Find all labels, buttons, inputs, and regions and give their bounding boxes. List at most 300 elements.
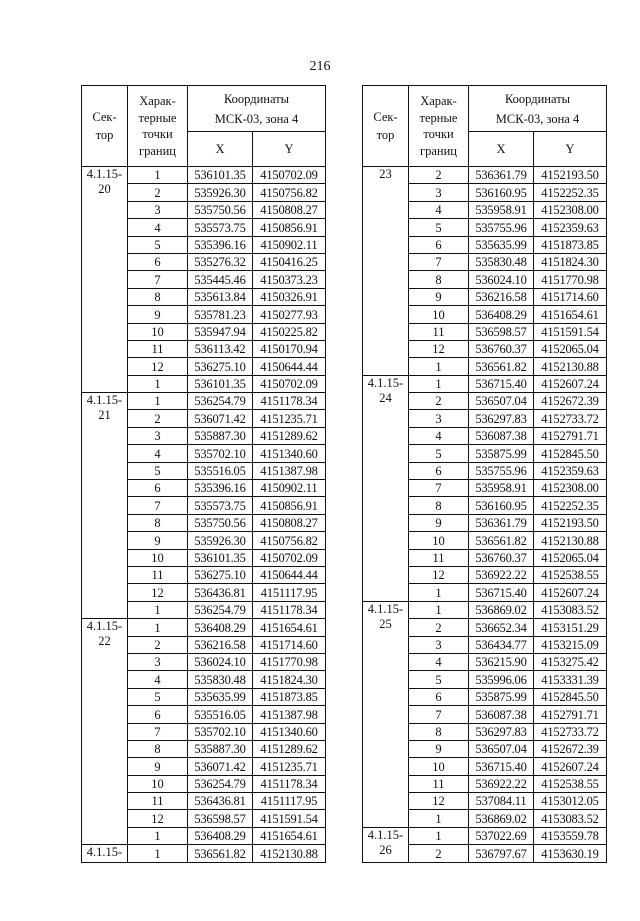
sector-cell [82, 167, 128, 393]
point-cell: 9 [409, 514, 469, 531]
y-cell: 4153083.52 [534, 810, 607, 827]
point-cell: 10 [128, 549, 188, 566]
y-cell: 4152672.39 [534, 740, 607, 757]
x-cell: 535875.99 [469, 445, 534, 462]
y-cell: 4151824.30 [253, 671, 326, 688]
y-cell: 4153151.29 [534, 619, 607, 636]
y-cell: 4153083.52 [534, 601, 607, 618]
point-cell: 1 [128, 167, 188, 184]
point-cell: 6 [409, 688, 469, 705]
y-cell: 4152607.24 [534, 758, 607, 775]
y-cell: 4150277.93 [253, 306, 326, 323]
y-cell: 4150702.09 [253, 549, 326, 566]
point-cell: 2 [409, 619, 469, 636]
point-cell: 2 [409, 167, 469, 184]
y-cell: 4150373.23 [253, 271, 326, 288]
y-cell: 4150902.11 [253, 480, 326, 497]
x-cell: 536254.79 [188, 775, 253, 792]
point-cell: 8 [128, 740, 188, 757]
point-cell: 1 [128, 601, 188, 618]
y-cell: 4151117.95 [253, 793, 326, 810]
y-cell: 4151178.34 [253, 775, 326, 792]
y-cell: 4152733.72 [534, 410, 607, 427]
x-cell: 536215.90 [469, 653, 534, 670]
sector-label: 4.1.15- [367, 375, 404, 390]
point-cell: 7 [128, 497, 188, 514]
x-cell: 535702.10 [188, 445, 253, 462]
header-sector-line: тор [95, 128, 114, 142]
header-coordinates [469, 86, 607, 132]
y-cell: 4151178.34 [253, 393, 326, 410]
x-cell: 536922.22 [469, 566, 534, 583]
x-cell: 535750.56 [188, 514, 253, 531]
point-cell: 1 [409, 601, 469, 618]
y-cell: 4152193.50 [534, 514, 607, 531]
y-cell: 4150808.27 [253, 514, 326, 531]
point-cell: 12 [128, 358, 188, 375]
x-cell: 536297.83 [469, 723, 534, 740]
x-cell: 535396.16 [188, 480, 253, 497]
page-number: 216 [309, 59, 331, 74]
point-cell: 3 [409, 636, 469, 653]
y-cell: 4152130.88 [534, 358, 607, 375]
sector-label: 24 [379, 390, 392, 405]
point-cell: 9 [128, 532, 188, 549]
x-cell: 536408.29 [469, 306, 534, 323]
y-cell: 4150644.44 [253, 358, 326, 375]
point-cell: 2 [409, 845, 469, 862]
x-cell: 535445.46 [188, 271, 253, 288]
x-cell: 536436.81 [188, 584, 253, 601]
x-cell: 535830.48 [469, 253, 534, 270]
x-cell: 536216.58 [469, 288, 534, 305]
x-cell: 536087.38 [469, 706, 534, 723]
y-cell: 4151340.60 [253, 445, 326, 462]
x-cell: 536275.10 [188, 566, 253, 583]
y-cell: 4152130.88 [253, 845, 326, 862]
x-cell: 536797.67 [469, 845, 534, 862]
y-cell: 4151714.60 [253, 636, 326, 653]
header-points-line: Харак- [420, 94, 457, 108]
x-cell: 536507.04 [469, 740, 534, 757]
x-cell: 536408.29 [188, 619, 253, 636]
y-cell: 4151235.71 [253, 410, 326, 427]
table-row [363, 827, 607, 844]
header-y: Y [253, 132, 326, 167]
point-cell: 6 [409, 462, 469, 479]
x-cell: 535887.30 [188, 427, 253, 444]
y-cell: 4150902.11 [253, 236, 326, 253]
y-cell: 4151714.60 [534, 288, 607, 305]
x-cell: 536024.10 [188, 653, 253, 670]
sector-label: 4.1.15- [86, 167, 123, 181]
x-cell: 535635.99 [188, 688, 253, 705]
header-points [128, 86, 188, 167]
header-sector [363, 86, 409, 167]
x-cell: 535702.10 [188, 723, 253, 740]
sector-label: 20 [98, 182, 111, 196]
y-cell: 4151824.30 [534, 253, 607, 270]
sector-cell [363, 167, 409, 376]
point-cell: 9 [128, 758, 188, 775]
point-cell: 8 [128, 288, 188, 305]
x-cell: 536715.40 [469, 584, 534, 601]
point-cell: 7 [409, 480, 469, 497]
sector-label: 4.1.15- [86, 845, 123, 860]
y-cell: 4152607.24 [534, 375, 607, 392]
x-cell: 536869.02 [469, 810, 534, 827]
x-cell: 536922.22 [469, 775, 534, 792]
y-cell: 4152359.63 [534, 219, 607, 236]
x-cell: 535875.99 [469, 688, 534, 705]
point-cell: 5 [128, 462, 188, 479]
y-cell: 4151387.98 [253, 462, 326, 479]
y-cell: 4151654.61 [253, 619, 326, 636]
point-cell: 8 [409, 723, 469, 740]
point-cell: 12 [409, 793, 469, 810]
x-cell: 535958.91 [469, 201, 534, 218]
x-cell: 535887.30 [188, 740, 253, 757]
point-cell: 9 [409, 288, 469, 305]
y-cell: 4153215.09 [534, 636, 607, 653]
y-cell: 4153331.39 [534, 671, 607, 688]
x-cell: 536160.95 [469, 184, 534, 201]
y-cell: 4151654.61 [534, 306, 607, 323]
point-cell: 2 [128, 636, 188, 653]
x-cell: 536071.42 [188, 410, 253, 427]
x-cell: 536101.35 [188, 167, 253, 184]
y-cell: 4152672.39 [534, 393, 607, 410]
x-cell: 536561.82 [469, 358, 534, 375]
x-cell: 536254.79 [188, 601, 253, 618]
table-row [363, 601, 607, 618]
x-cell: 535781.23 [188, 306, 253, 323]
point-cell: 1 [128, 619, 188, 636]
header-points-line: терные [138, 110, 177, 125]
x-cell: 536715.40 [469, 375, 534, 392]
x-cell: 535926.30 [188, 532, 253, 549]
point-cell: 4 [128, 445, 188, 462]
point-cell: 6 [128, 480, 188, 497]
point-cell: 1 [128, 845, 188, 862]
y-cell: 4152845.50 [534, 445, 607, 462]
point-cell: 1 [409, 584, 469, 601]
sector-cell [363, 601, 409, 827]
table-row [82, 619, 326, 636]
y-cell: 4153630.19 [534, 845, 607, 862]
y-cell: 4152359.63 [534, 462, 607, 479]
point-cell: 8 [409, 271, 469, 288]
y-cell: 4150644.44 [253, 566, 326, 583]
x-cell: 535750.56 [188, 201, 253, 218]
y-cell: 4150756.82 [253, 532, 326, 549]
x-cell: 536436.81 [188, 793, 253, 810]
x-cell: 536507.04 [469, 393, 534, 410]
y-cell: 4151873.85 [534, 236, 607, 253]
y-cell: 4151340.60 [253, 723, 326, 740]
y-cell: 4151770.98 [534, 271, 607, 288]
x-cell: 536254.79 [188, 393, 253, 410]
x-cell: 536216.58 [188, 636, 253, 653]
point-cell: 1 [409, 358, 469, 375]
header-y: Y [534, 132, 607, 167]
y-cell: 4150808.27 [253, 201, 326, 218]
x-cell: 535573.75 [188, 497, 253, 514]
header-points-line: Харак- [139, 94, 176, 108]
header-points-line: границ [420, 143, 457, 158]
x-cell: 535276.32 [188, 253, 253, 270]
y-cell: 4151873.85 [253, 688, 326, 705]
sector-cell [363, 827, 409, 862]
point-cell: 4 [409, 653, 469, 670]
point-cell: 4 [128, 671, 188, 688]
table-row [82, 393, 326, 410]
header-coordinates-line: Координаты [504, 91, 571, 106]
point-cell: 10 [128, 323, 188, 340]
point-cell: 6 [128, 253, 188, 270]
x-cell: 536561.82 [469, 532, 534, 549]
x-cell: 536087.38 [469, 427, 534, 444]
point-cell: 3 [128, 427, 188, 444]
y-cell: 4153559.78 [534, 827, 607, 844]
y-cell: 4151178.34 [253, 601, 326, 618]
y-cell: 4151770.98 [253, 653, 326, 670]
point-cell: 9 [128, 306, 188, 323]
point-cell: 2 [409, 393, 469, 410]
sector-label: 22 [98, 634, 111, 649]
y-cell: 4151289.62 [253, 740, 326, 757]
point-cell: 10 [409, 306, 469, 323]
table-row [82, 167, 326, 184]
table-row [363, 375, 607, 392]
point-cell: 10 [128, 775, 188, 792]
header-sector-line: тор [376, 128, 395, 142]
x-cell: 536101.35 [188, 375, 253, 392]
x-cell: 535926.30 [188, 184, 253, 201]
point-cell: 1 [409, 827, 469, 844]
point-cell: 2 [128, 184, 188, 201]
sector-cell [82, 393, 128, 619]
y-cell: 4150856.91 [253, 497, 326, 514]
header-points-line: терные [419, 110, 458, 125]
y-cell: 4150326.91 [253, 288, 326, 305]
y-cell: 4151654.61 [253, 827, 326, 844]
point-cell: 11 [128, 566, 188, 583]
point-cell: 3 [128, 653, 188, 670]
y-cell: 4153275.42 [534, 653, 607, 670]
y-cell: 4151387.98 [253, 706, 326, 723]
header-sector-line: Сек- [92, 110, 117, 124]
point-cell: 11 [409, 549, 469, 566]
x-cell: 535573.75 [188, 219, 253, 236]
header-coordinates [188, 86, 326, 132]
table-row [82, 845, 326, 862]
y-cell: 4151117.95 [253, 584, 326, 601]
x-cell: 536652.34 [469, 619, 534, 636]
header-x: X [469, 132, 534, 167]
sector-label: 21 [98, 408, 111, 423]
x-cell: 536598.57 [469, 323, 534, 340]
table-body-left [82, 167, 326, 863]
y-cell: 4152065.04 [534, 340, 607, 357]
x-cell: 536408.29 [188, 827, 253, 844]
y-cell: 4152130.88 [534, 532, 607, 549]
point-cell: 7 [128, 271, 188, 288]
y-cell: 4152308.00 [534, 480, 607, 497]
point-cell: 4 [409, 427, 469, 444]
x-cell: 536160.95 [469, 497, 534, 514]
point-cell: 12 [409, 340, 469, 357]
table-row [363, 167, 607, 184]
point-cell: 1 [128, 393, 188, 410]
header-points-line: точки [423, 127, 454, 141]
point-cell: 4 [409, 201, 469, 218]
point-cell: 7 [128, 723, 188, 740]
x-cell: 536071.42 [188, 758, 253, 775]
x-cell: 536101.35 [188, 549, 253, 566]
y-cell: 4150416.25 [253, 253, 326, 270]
header-sector-line: Сек- [373, 110, 398, 124]
point-cell: 5 [409, 671, 469, 688]
point-cell: 6 [409, 236, 469, 253]
point-cell: 11 [409, 775, 469, 792]
sector-label: 4.1.15- [367, 601, 404, 616]
x-cell: 536434.77 [469, 636, 534, 653]
y-cell: 4150756.82 [253, 184, 326, 201]
y-cell: 4152791.71 [534, 427, 607, 444]
sector-cell [363, 375, 409, 601]
sector-label: 23 [379, 167, 392, 181]
y-cell: 4152065.04 [534, 549, 607, 566]
y-cell: 4150170.94 [253, 340, 326, 357]
point-cell: 3 [409, 184, 469, 201]
header-x: X [188, 132, 253, 167]
point-cell: 3 [128, 201, 188, 218]
point-cell: 8 [409, 497, 469, 514]
point-cell: 5 [409, 445, 469, 462]
x-cell: 536598.57 [188, 810, 253, 827]
x-cell: 535613.84 [188, 288, 253, 305]
y-cell: 4152308.00 [534, 201, 607, 218]
y-cell: 4152193.50 [534, 167, 607, 184]
header-sector [82, 86, 128, 167]
x-cell: 535635.99 [469, 236, 534, 253]
point-cell: 9 [409, 740, 469, 757]
x-cell: 535830.48 [188, 671, 253, 688]
y-cell: 4153012.05 [534, 793, 607, 810]
point-cell: 10 [409, 758, 469, 775]
point-cell: 11 [128, 340, 188, 357]
point-cell: 12 [128, 584, 188, 601]
y-cell: 4152733.72 [534, 723, 607, 740]
x-cell: 536715.40 [469, 758, 534, 775]
x-cell: 536760.37 [469, 340, 534, 357]
y-cell: 4151289.62 [253, 427, 326, 444]
y-cell: 4150702.09 [253, 167, 326, 184]
sector-label: 25 [379, 616, 392, 631]
y-cell: 4150225.82 [253, 323, 326, 340]
x-cell: 537022.69 [469, 827, 534, 844]
point-cell: 6 [128, 706, 188, 723]
x-cell: 535996.06 [469, 671, 534, 688]
coordinates-table-right [362, 85, 607, 863]
x-cell: 537084.11 [469, 793, 534, 810]
sector-cell [82, 619, 128, 845]
header-points-line: точки [142, 127, 173, 141]
x-cell: 535516.05 [188, 706, 253, 723]
point-cell: 5 [409, 219, 469, 236]
y-cell: 4151591.54 [253, 810, 326, 827]
point-cell: 10 [409, 532, 469, 549]
point-cell: 7 [409, 706, 469, 723]
sector-label: 4.1.15- [367, 827, 404, 842]
point-cell: 1 [409, 810, 469, 827]
y-cell: 4152538.55 [534, 775, 607, 792]
y-cell: 4151591.54 [534, 323, 607, 340]
sector-cell [82, 845, 128, 862]
coordinates-table-left [81, 85, 326, 863]
x-cell: 536297.83 [469, 410, 534, 427]
sector-label: 4.1.15- [86, 619, 123, 634]
y-cell: 4152252.35 [534, 184, 607, 201]
y-cell: 4152538.55 [534, 566, 607, 583]
x-cell: 535958.91 [469, 480, 534, 497]
y-cell: 4152607.24 [534, 584, 607, 601]
y-cell: 4152845.50 [534, 688, 607, 705]
x-cell: 536024.10 [469, 271, 534, 288]
y-cell: 4152252.35 [534, 497, 607, 514]
point-cell: 7 [409, 253, 469, 270]
point-cell: 3 [409, 410, 469, 427]
point-cell: 8 [128, 514, 188, 531]
point-cell: 12 [409, 566, 469, 583]
header-coordinates-line: МСК-03, зона 4 [214, 111, 299, 126]
header-coordinates-line: МСК-03, зона 4 [495, 111, 580, 126]
x-cell: 535947.94 [188, 323, 253, 340]
x-cell: 536113.42 [188, 340, 253, 357]
x-cell: 536760.37 [469, 549, 534, 566]
header-coordinates-line: Координаты [223, 91, 290, 106]
header-points [409, 86, 469, 167]
point-cell: 1 [128, 375, 188, 392]
x-cell: 536361.79 [469, 514, 534, 531]
y-cell: 4150856.91 [253, 219, 326, 236]
point-cell: 5 [128, 236, 188, 253]
y-cell: 4151235.71 [253, 758, 326, 775]
header-points-line: границ [139, 143, 176, 158]
x-cell: 536275.10 [188, 358, 253, 375]
point-cell: 4 [128, 219, 188, 236]
x-cell: 535755.96 [469, 462, 534, 479]
y-cell: 4150702.09 [253, 375, 326, 392]
sector-label: 26 [379, 842, 392, 857]
point-cell: 11 [409, 323, 469, 340]
x-cell: 536361.79 [469, 167, 534, 184]
y-cell: 4152791.71 [534, 706, 607, 723]
table-body-right [363, 167, 607, 863]
sector-label: 4.1.15- [86, 393, 123, 408]
point-cell: 2 [128, 410, 188, 427]
point-cell: 5 [128, 688, 188, 705]
point-cell: 1 [128, 827, 188, 844]
point-cell: 12 [128, 810, 188, 827]
point-cell: 11 [128, 793, 188, 810]
x-cell: 535755.96 [469, 219, 534, 236]
x-cell: 536869.02 [469, 601, 534, 618]
point-cell: 1 [409, 375, 469, 392]
x-cell: 535516.05 [188, 462, 253, 479]
x-cell: 536561.82 [188, 845, 253, 862]
